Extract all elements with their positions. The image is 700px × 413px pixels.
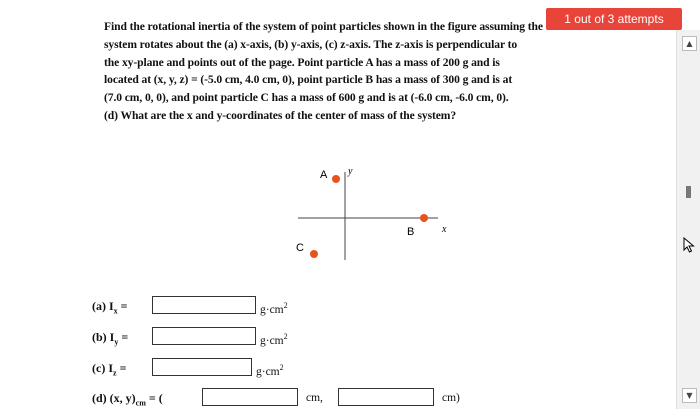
com-y-input[interactable] <box>338 388 434 406</box>
problem-line: the xy-plane and points out of the page. Point particle A has a mass of 200 g and is <box>104 55 500 69</box>
problem-line: system rotates about the (a) x-axis, (b) y-axis, (c) z-axis. The z-axis is perpendicular to <box>104 37 518 51</box>
particle-A <box>332 175 340 183</box>
problem-statement <box>104 18 674 125</box>
y-axis-label: y <box>348 166 353 177</box>
scrollbar[interactable] <box>676 30 700 409</box>
particle-B <box>420 214 428 222</box>
answer-d-unit-y: cm) <box>442 392 460 404</box>
answer-a-unit: $g\cdot cm^2$ <box>260 301 288 316</box>
particle-B-label: B <box>407 226 415 238</box>
attempts-badge: 1 out of 3 attempts <box>546 8 682 30</box>
problem-line: (d) What are the x and y-coordinates of the center of mass of the system? <box>104 108 457 122</box>
com-x-input[interactable] <box>202 388 298 406</box>
mouse-cursor-icon <box>683 237 697 253</box>
scroll-down-arrow-icon[interactable]: ▼ <box>682 388 697 403</box>
answer-a-label: (a) $I_x$ = <box>92 299 128 316</box>
x-axis-label: x <box>442 224 447 235</box>
answer-b-unit: $g\cdot cm^2$ <box>260 332 288 347</box>
problem-line: (7.0 cm, 0, 0), and point particle C has a mass of 600 g and is at (-6.0 cm, -6.0 cm, 0). <box>104 91 509 105</box>
iz-input[interactable] <box>152 358 252 376</box>
answer-b-label: (b) $I_y$ = <box>92 330 129 347</box>
particle-figure <box>290 160 450 270</box>
answer-c-label: (c) $I_z$ = <box>92 361 127 378</box>
particle-C <box>310 250 318 258</box>
particle-A-label: A <box>320 169 328 181</box>
scroll-up-arrow-icon[interactable]: ▲ <box>682 36 697 51</box>
scroll-thumb[interactable] <box>686 186 691 198</box>
answer-d-label: (d) (x, $y)_{cm}$ = ( <box>92 391 163 408</box>
answer-d-unit-x: cm, <box>306 392 323 404</box>
ix-input[interactable] <box>152 296 256 314</box>
problem-line: Find the rotational inertia of the system of point particles shown in the figure assuming the <box>104 20 543 33</box>
problem-line: located at (x, y, z) = (-5.0 cm, 4.0 cm, 0), point particle B has a mass of 300 g and is at <box>104 73 513 87</box>
particle-C-label: C <box>296 242 304 254</box>
iy-input[interactable] <box>152 327 256 345</box>
answer-c-unit: $g\cdot cm^2$ <box>256 363 284 378</box>
